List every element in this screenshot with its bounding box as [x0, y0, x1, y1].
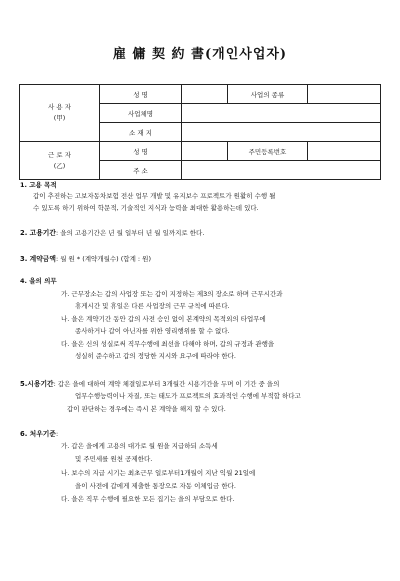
section6-heading: 6. 처우기준	[20, 430, 56, 438]
section4-line6: 성실히 준수하고 갑의 정당한 지시와 요구에 따라야 한다.	[75, 352, 236, 360]
rrn-value[interactable]	[308, 142, 381, 161]
worker-address-label: 주 소	[100, 161, 182, 180]
worker-name-label: 성 명	[100, 142, 182, 161]
biz-type-label: 사업의 종류	[228, 85, 308, 104]
section6-line1: 가. 갑은 을에게 고용의 대가로 월 원을 지급하되 소득세	[61, 442, 218, 450]
section2	[20, 227, 204, 237]
section3	[20, 253, 151, 263]
section6-intro: :	[55, 430, 59, 438]
employer-sub: (甲)	[53, 114, 66, 122]
worker-address-value[interactable]	[182, 161, 381, 180]
section6-line4: 을이 사전에 갑에게 제출한 통장으로 자동 이체입금 한다.	[75, 482, 236, 490]
section4-heading: 4. 을의 의무	[20, 277, 57, 285]
section3-heading: 3. 계약금액	[20, 255, 56, 263]
section2-text: : 을의 고용기간은 년 월 일부터 년 월 일까지로 한다.	[55, 229, 205, 237]
worker-name-value[interactable]	[182, 142, 228, 161]
biz-type-value[interactable]	[308, 85, 381, 104]
biz-name-value[interactable]	[182, 104, 381, 123]
section5-line2: 업무수행능력이나 자질, 또는 태도가 프로젝트의 효과적인 수행에 부적합 하다고	[75, 392, 301, 400]
rrn-label: 주민등록번호	[228, 142, 308, 161]
employer-label: 사 용 자	[48, 103, 71, 111]
section5-line1: : 갑은 을에 대하여 계약 체결일로부터 3개월간 시용기간을 두며 이 기간 중 을의	[53, 380, 280, 388]
section1-line1: 갑이 추진하는 고보자동차보험 전산 업무 개발 및 유지보수 프로젝트가 원활히 수행 될	[33, 192, 276, 200]
employer-name-value[interactable]	[182, 85, 228, 104]
section1-line2: 수 있도록 하기 위하여 학문적, 기술적인 지식과 능력을 최대한 활용하는데 있다.	[33, 204, 259, 212]
contract-title: 雇 傭 契 約 書(개인사업자)	[112, 47, 288, 62]
section6-line5: 다. 을은 직무 수행에 필요한 모든 집기는 을의 부담으로 한다.	[61, 495, 235, 503]
section1-heading: 1. 고용 목적	[20, 181, 57, 189]
section5-heading: 5.시용기간	[20, 380, 54, 388]
section4-line4: 종사하거나 갑이 아닌자를 위한 영리행위를 할 수 없다.	[75, 327, 230, 335]
section4-line1: 가. 근무장소는 갑의 사업장 또는 갑이 지정하는 제3의 장소로 하며 근무시간과	[61, 290, 283, 298]
address-label: 소 재 지	[100, 123, 182, 142]
worker-label: 근 로 자	[48, 150, 71, 159]
section5	[20, 378, 279, 388]
employer-name-label: 성 명	[100, 85, 182, 104]
parties-table	[19, 84, 381, 180]
employer-cell	[20, 85, 100, 142]
section4-line3: 나. 을은 계약기간 동안 갑의 사전 승인 없이 본계약의 목적외의 타업무에	[61, 315, 266, 323]
worker-sub: (乙)	[53, 161, 66, 170]
section3-text: : 월 원 * (계약개월수) (합계 : 원)	[55, 255, 151, 263]
section6-line3: 나. 보수의 지급 시기는 최초근무 일로부터1개월이 지난 익월 21일에	[61, 469, 256, 477]
section2-heading: 2. 고용기간	[20, 229, 56, 237]
section5-line3: 갑이 판단하는 경우에는 즉시 본 계약을 해지 할 수 있다.	[67, 405, 226, 413]
section4-line2: 휴게시간 및 휴일은 다른 사업장의 근무 규칙에 따른다.	[75, 302, 230, 310]
section6-line2: 및 주민세를 원천 공제한다.	[75, 455, 153, 463]
section6	[20, 428, 58, 438]
worker-cell	[20, 142, 100, 180]
section4-line5: 다. 을은 신의 성실로써 직무수행에 최선을 다해야 하며, 갑의 규정과 관행을	[61, 340, 275, 348]
address-value[interactable]	[182, 123, 381, 142]
biz-name-label: 사업체명	[100, 104, 182, 123]
